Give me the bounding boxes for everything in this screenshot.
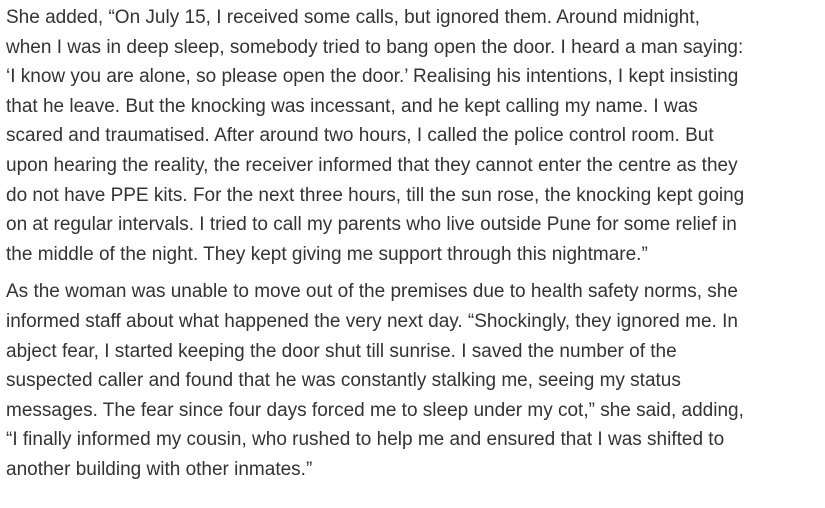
text-line: scared and traumatised. After around two hours, I called the police control room. But	[6, 125, 714, 147]
text-line: informed staff about what happened the very next day. “Shockingly, they ignored me. In	[6, 310, 738, 332]
text-line: do not have PPE kits. For the next three hours, till the sun rose, the knocking kept going	[6, 184, 745, 206]
text-line: another building with other inmates.”	[6, 458, 313, 480]
paragraph-2	[6, 277, 819, 484]
text-line: She added, “On July 15, I received some calls, but ignored them. Around midnight,	[6, 7, 700, 28]
text-line: “I finally informed my cousin, who rushed to help me and ensured that I was shifted to	[6, 429, 725, 451]
text-line: abject fear, I started keeping the door shut till sunrise. I saved the number of the	[6, 340, 677, 362]
paragraph-spacer	[6, 269, 819, 277]
text-line: As the woman was unable to move out of the premises due to health safety norms, she	[6, 281, 738, 303]
text-line: on at regular intervals. I tried to call my parents who live outside Pune for some relief in	[6, 214, 737, 236]
text-line: messages. The fear since four days forced me to sleep under my cot,” she said, adding,	[6, 399, 744, 421]
paragraph-1	[6, 3, 819, 269]
text-line: that he leave. But the knocking was incessant, and he kept calling my name. I was	[6, 95, 698, 117]
text-line: the middle of the night. They kept giving me support through this nightmare.”	[6, 243, 648, 265]
text-line: when I was in deep sleep, somebody tried to bang open the door. I heard a man saying:	[6, 36, 744, 58]
text-line: upon hearing the reality, the receiver informed that they cannot enter the centre as they	[6, 154, 738, 176]
text-line: ‘I know you are alone, so please open the door.’ Realising his intentions, I kept insisting	[6, 66, 739, 88]
text-line: suspected caller and found that he was constantly stalking me, seeing my status	[6, 370, 681, 392]
